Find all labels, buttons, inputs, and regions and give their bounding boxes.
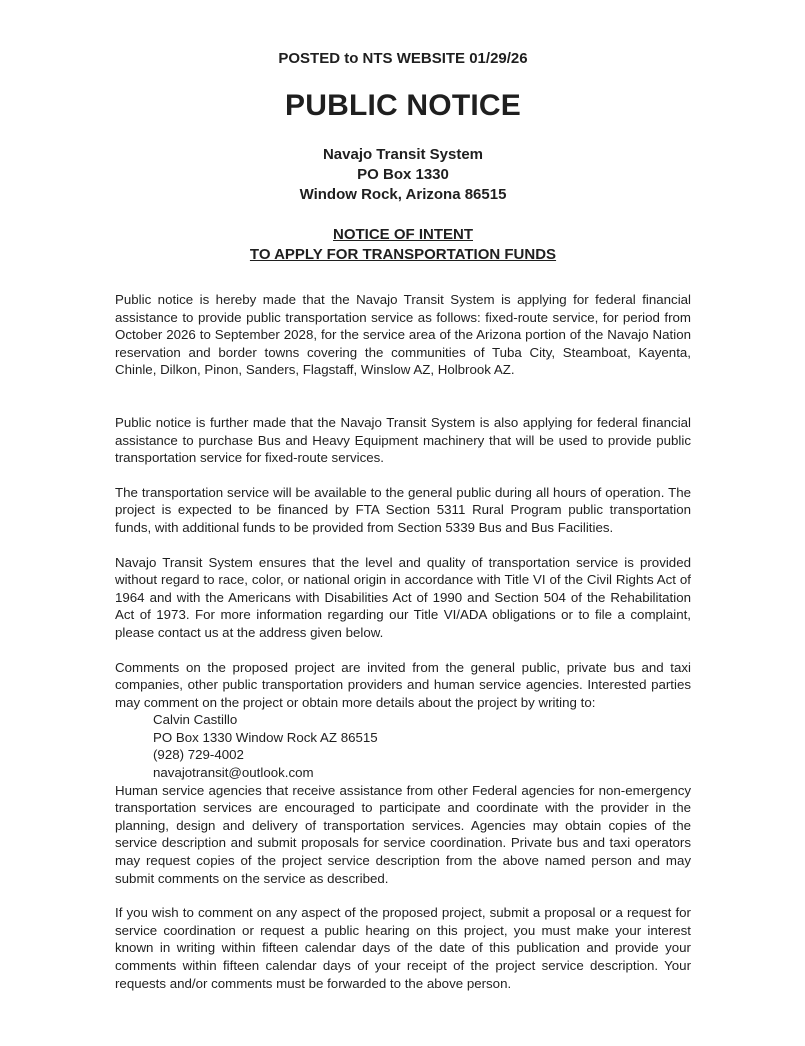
paragraph-comments-invited: Comments on the proposed project are invited from the general public, private bus and taxi companies, other public transportation providers and human service agencies. Interested parties may comment on the project or obtain more details about the project by writing to: bbox=[115, 659, 691, 710]
subtitle-line-2: TO APPLY FOR TRANSPORTATION FUNDS bbox=[249, 246, 557, 263]
org-name: Navajo Transit System bbox=[322, 146, 484, 163]
posted-line: POSTED to NTS WEBSITE 01/29/26 bbox=[278, 50, 528, 67]
contact-block bbox=[153, 711, 691, 781]
subtitle-line-1: NOTICE OF INTENT bbox=[333, 226, 473, 243]
paragraph-comment-deadline: If you wish to comment on any aspect of the proposed project, submit a proposal or a request for service coordination or request a public hearing on this project, you must make your interest known in writing within fifteen calendar days of the date of this publication and provide your comments within fifteen calendar days of your receipt of the project service description. Your requests and/or comments must be forwarded to the above person. bbox=[115, 905, 691, 991]
contact-email: navajotransit@outlook.com bbox=[153, 765, 314, 781]
paragraph-civil-rights: Navajo Transit System ensures that the level and quality of transportation service is provided without regard to race, color, or national origin in accordance with Title VI of the Civil Rights Act of 1964 and with the Americans with Disabilities Act of 1990 and Section 504 of the Rehabilitation Act of 1973. For more information regarding our Title VI/ADA obligations or to file a complaint, please contact us at the address given below. bbox=[115, 554, 691, 640]
notice-subtitle bbox=[115, 225, 691, 265]
contact-phone: (928) 729-4002 bbox=[153, 747, 244, 763]
paragraph-funding-sources: The transportation service will be available to the general public during all hours of operation. The project is expected to be financed by FTA Section 5311 Rural Program public transportation funds, with additional funds to be provided from Section 5339 Bus and Bus Facilities. bbox=[115, 484, 691, 535]
contact-name: Calvin Castillo bbox=[153, 712, 238, 728]
notice-body bbox=[115, 291, 691, 992]
page-title: PUBLIC NOTICE bbox=[285, 89, 521, 122]
paragraph-human-service-agencies: Human service agencies that receive assistance from other Federal agencies for non-emergency transportation services are encouraged to participate and coordinate with the provider in the planning, design and delivery of transportation services. Agencies may obtain copies of the service description and submit proposals for service coordination. Private bus and taxi operators may request copies of the project service description from the above named person and may submit comments on the service as described. bbox=[115, 782, 691, 886]
contact-address: PO Box 1330 Window Rock AZ 86515 bbox=[153, 729, 378, 745]
paragraph-fixed-route-service: Public notice is hereby made that the Navajo Transit System is applying for federal financial assistance to provide public transportation service as follows: fixed-route service, for period from October 2026 to September 2028, for the service area of the Arizona portion of the Navajo Nation reservation and border towns covering the communities of Tuba City, Steamboat, Kayenta, Chinle, Dilkon, Pinon, Sanders, Flagstaff, Winslow AZ, Holbrook AZ. bbox=[115, 292, 691, 378]
org-city-state-zip: Window Rock, Arizona 86515 bbox=[299, 186, 507, 203]
paragraph-equipment-purchase: Public notice is further made that the Navajo Transit System is also applying for federal financial assistance to purchase Bus and Heavy Equipment machinery that will be used to provide public transportation service for fixed-route services. bbox=[115, 414, 691, 466]
org-address-block bbox=[115, 145, 691, 205]
org-po-box: PO Box 1330 bbox=[357, 166, 449, 183]
